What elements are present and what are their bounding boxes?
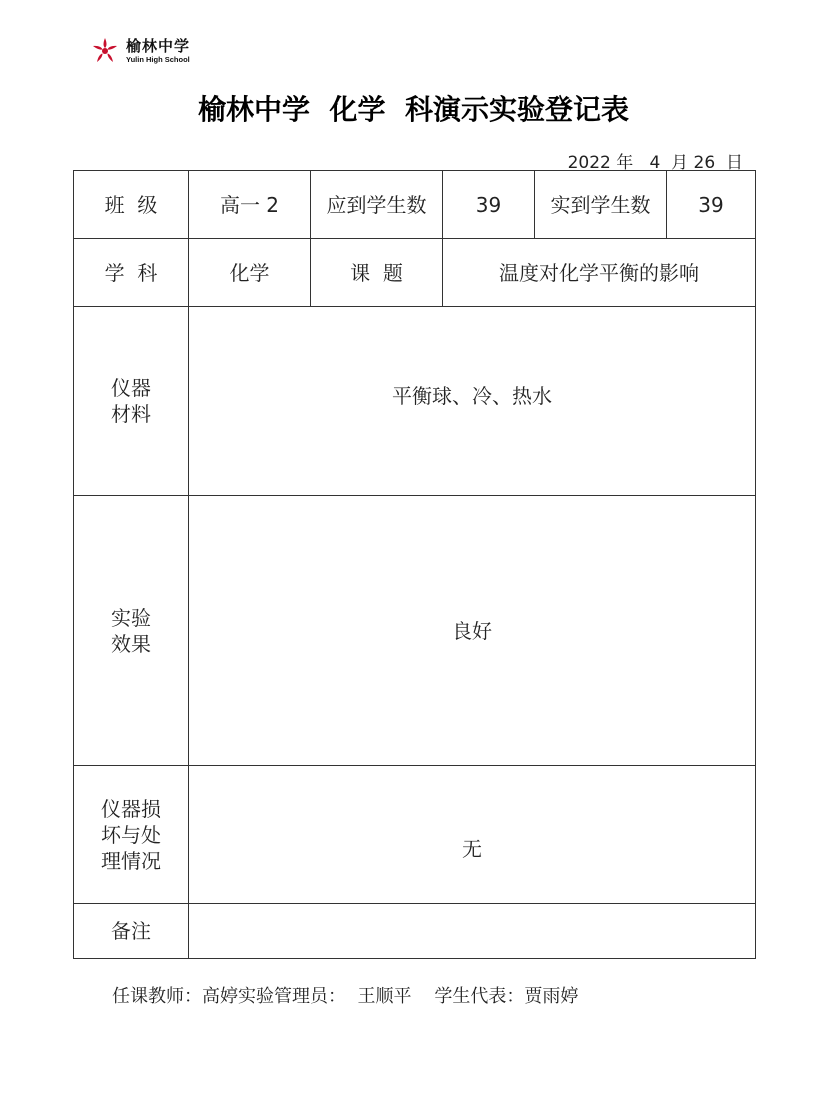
damage-label: 仪器损 坏与处 理情况	[74, 766, 189, 904]
table-row-effect	[74, 496, 756, 766]
logo-chinese-name: 榆林中学	[126, 36, 191, 55]
school-emblem-icon	[90, 36, 120, 66]
title-school: 榆林中学	[197, 93, 310, 126]
signature-footer	[112, 982, 578, 1008]
table-row-subject	[74, 239, 756, 307]
logo-english-name: Yulin High School	[126, 54, 190, 64]
effect-value: 良好	[189, 496, 756, 766]
actual-students-label: 实到学生数	[535, 171, 667, 239]
expected-students-label: 应到学生数	[311, 171, 443, 239]
table-row-equipment	[74, 307, 756, 496]
topic-value: 温度对化学平衡的影响	[443, 239, 756, 307]
student-rep-label: 学生代表：	[434, 986, 525, 1007]
student-rep-name: 贾雨婷	[524, 986, 579, 1007]
date-day: 26	[693, 153, 716, 173]
page-title	[0, 88, 827, 128]
remarks-label: 备注	[74, 904, 189, 959]
effect-label: 实验 效果	[74, 496, 189, 766]
subject-value: 化学	[189, 239, 311, 307]
expected-students-value: 39	[443, 171, 535, 239]
title-suffix: 科演示实验登记表	[405, 93, 630, 126]
table-row-class	[74, 171, 756, 239]
date-month-unit: 月	[671, 153, 689, 173]
topic-label: 课 题	[311, 239, 443, 307]
date-month: 4	[649, 153, 661, 173]
table-row-remarks	[74, 904, 756, 959]
teacher-name: 高婷	[202, 986, 238, 1007]
manager-name: 王顺平	[357, 986, 412, 1007]
title-subject: 化学	[329, 93, 386, 126]
date-year-unit: 年	[616, 153, 634, 173]
date-year: 2022	[567, 153, 611, 173]
manager-label: 实验管理员：	[238, 986, 346, 1007]
table-row-damage	[74, 766, 756, 904]
equipment-value: 平衡球、冷、热水	[189, 307, 756, 496]
damage-value: 无	[189, 766, 756, 904]
school-logo	[90, 36, 190, 66]
remarks-value	[189, 904, 756, 959]
registration-table	[73, 170, 756, 959]
equipment-label: 仪器 材料	[74, 307, 189, 496]
date-day-unit: 日	[726, 153, 743, 173]
teacher-label: 任课教师：	[112, 986, 202, 1007]
subject-label: 学 科	[74, 239, 189, 307]
actual-students-value: 39	[667, 171, 756, 239]
class-label: 班 级	[74, 171, 189, 239]
class-value: 高一 2	[189, 171, 311, 239]
